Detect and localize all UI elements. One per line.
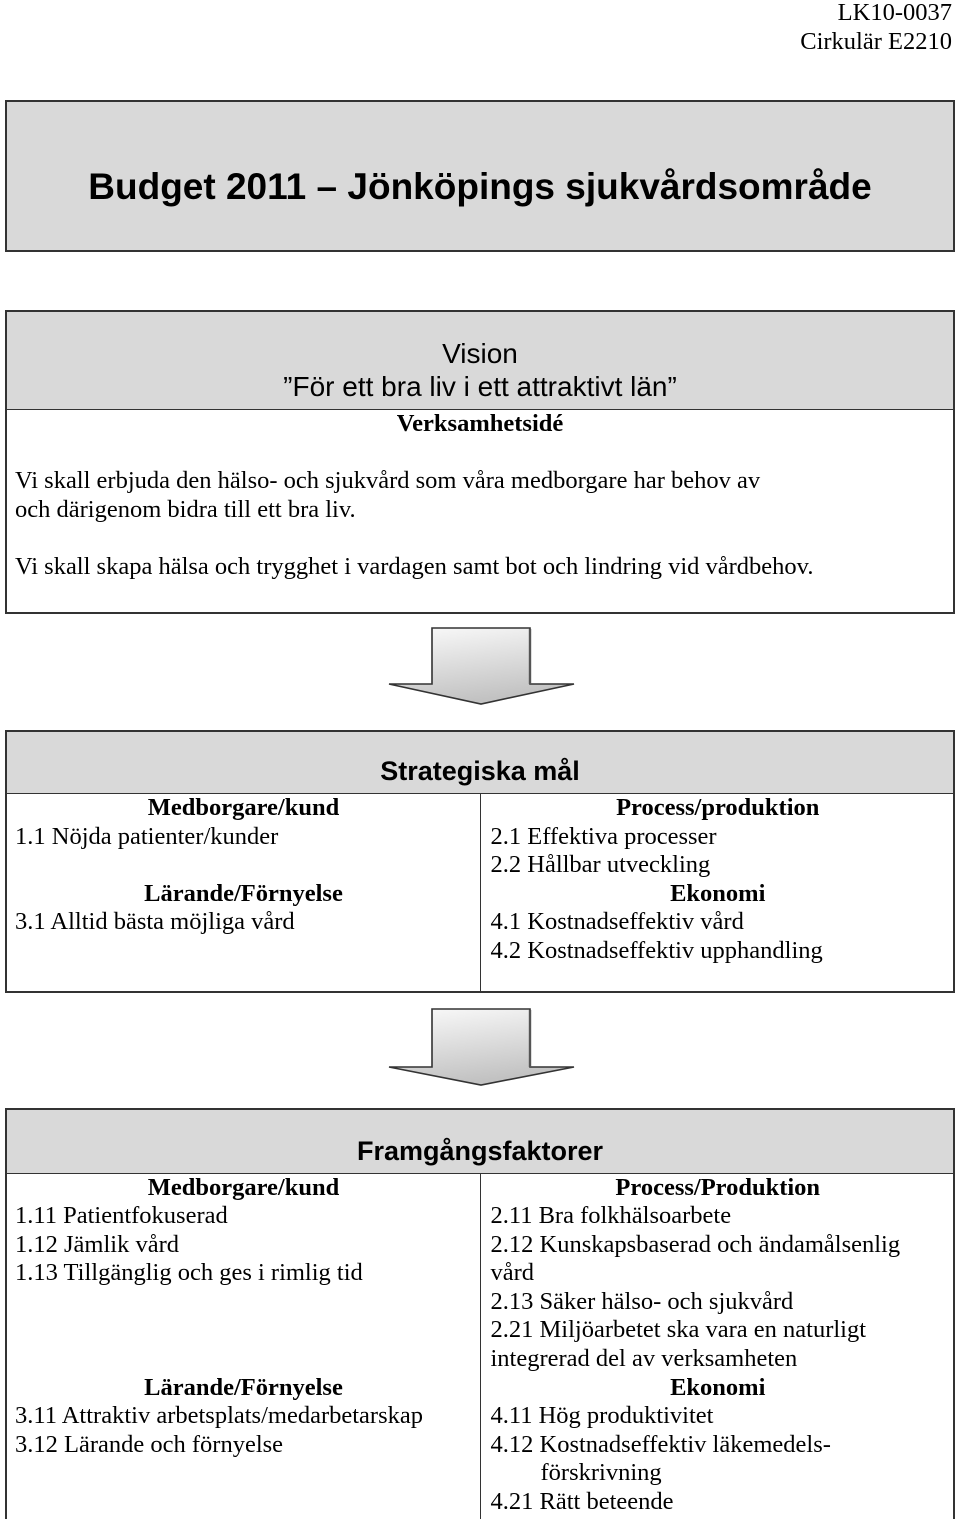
vision-heading: Vision [442, 338, 518, 369]
document-number: LK10-0037 [837, 0, 952, 26]
document-reference [800, 0, 952, 55]
perspective-heading: Ekonomi [670, 879, 766, 907]
perspective-heading: Lärande/Förnyelse [144, 879, 343, 907]
goal-item: 1.1 Nöjda patienter/kunder [15, 822, 279, 850]
success-factor-item: 1.13 Tillgänglig och ges i rimlig tid [15, 1259, 363, 1287]
perspective-cell [7, 1174, 480, 1374]
down-arrow-icon [388, 627, 575, 706]
success-factor-item: 3.12 Lärande och förnyelse [15, 1430, 284, 1458]
goal-item: 4.2 Kostnadseffektiv upphandling [490, 936, 823, 964]
circular-number: Cirkulär E2210 [800, 28, 952, 55]
mission-paragraph: Vi skall skapa hälsa och trygghet i vardagen samt bot och lindring vid vårdbehov. [15, 552, 814, 580]
success-factor-item: 2.21 Miljöarbetet ska vara en naturligt integrerad del av verksamheten [490, 1316, 867, 1373]
perspective-cell [7, 794, 480, 880]
success-factors-box [5, 1108, 955, 1519]
success-factor-item: 2.13 Säker hälso- och sjukvård [490, 1287, 794, 1315]
mission-heading: Verksamhetsidé [396, 410, 564, 437]
goal-item: 2.2 Hållbar utveckling [490, 851, 711, 879]
success-factor-item: 1.11 Patientfokuserad [15, 1202, 228, 1230]
success-factor-item: 2.12 Kunskapsbaserad och ändamålsenlig vård [490, 1230, 901, 1287]
strategic-goals-heading: Strategiska mål [7, 732, 953, 794]
perspective-cell [7, 1374, 480, 1519]
mission-paragraph: Vi skall erbjuda den hälso- och sjukvård som våra medborgare har behov av och därigenom bidra till ett bra liv. [15, 467, 761, 523]
vision-section [7, 312, 953, 410]
success-factor-item: 4.21 Rätt beteende [490, 1488, 674, 1516]
success-factor-item: 2.11 Bra folkhälsoarbete [490, 1202, 732, 1230]
perspective-heading: Medborgare/kund [147, 794, 340, 821]
perspective-cell [480, 794, 953, 880]
goal-item: 3.1 Alltid bästa möjliga vård [15, 908, 295, 936]
perspective-cell [480, 1174, 953, 1374]
success-factor-item: 4.12 Kostnadseffektiv läkemedels- förskrivning [490, 1430, 831, 1487]
vision-box [5, 310, 955, 614]
perspective-cell [480, 880, 953, 991]
perspective-heading: Lärande/Förnyelse [144, 1373, 343, 1401]
goal-item: 2.1 Effektiva processer [490, 822, 717, 850]
perspective-heading: Medborgare/kund [147, 1173, 340, 1201]
perspective-heading: Process/produktion [616, 794, 820, 821]
perspective-cell [480, 1374, 953, 1519]
perspective-cell [7, 880, 480, 991]
perspective-heading: Process/Produktion [615, 1173, 821, 1201]
mission-section [7, 410, 953, 582]
strategic-goals-grid [7, 794, 953, 991]
success-factor-item: 4.11 Hög produktivitet [490, 1402, 714, 1430]
down-arrow-icon [388, 1008, 575, 1087]
success-factor-item: 3.11 Attraktiv arbetsplats/medarbetarskap [15, 1402, 423, 1430]
success-factors-grid [7, 1174, 953, 1519]
strategic-goals-box [5, 730, 955, 993]
vision-statement: ”För ett bra liv i ett attraktivt län” [283, 371, 677, 402]
success-factors-heading: Framgångsfaktorer [7, 1110, 953, 1174]
success-factor-item: 1.12 Jämlik vård [15, 1230, 179, 1258]
page-title: Budget 2011 – Jönköpings sjukvårdsområde [88, 166, 872, 207]
goal-item: 4.1 Kostnadseffektiv vård [490, 908, 744, 936]
perspective-heading: Ekonomi [670, 1373, 766, 1401]
title-box [5, 100, 955, 252]
